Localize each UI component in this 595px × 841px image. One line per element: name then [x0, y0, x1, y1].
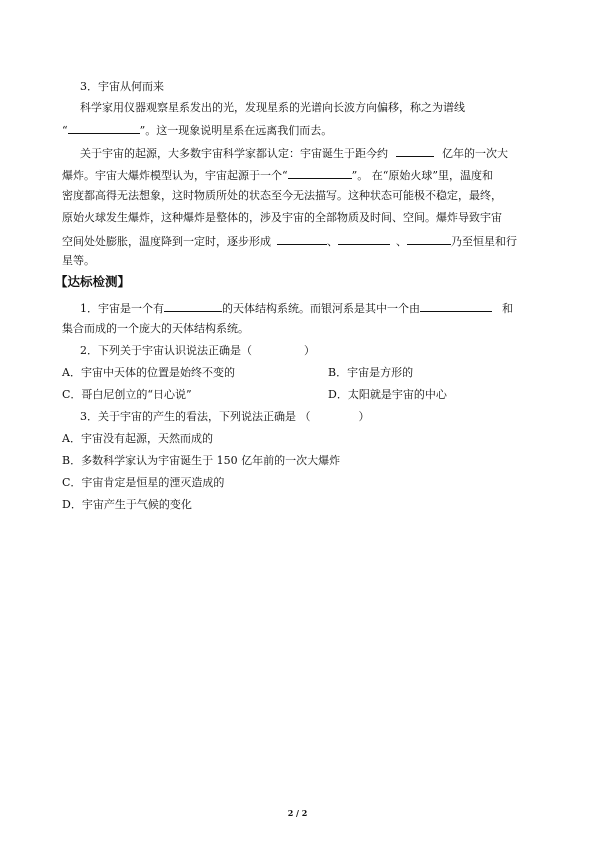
text: 乃至恒星和行 — [451, 235, 517, 248]
section-heading: 【达标检测】 — [55, 274, 131, 289]
text: 3．关于宇宙的产生的看法，下列说法正确是 （ — [80, 410, 311, 423]
text: 亿年的一次大 — [442, 147, 508, 160]
paragraph-line — [62, 122, 332, 138]
fill-blank[interactable] — [277, 233, 327, 245]
fill-blank[interactable] — [164, 300, 222, 312]
text: 爆炸。宇宙大爆炸模型认为，宇宙起源于一个“ — [62, 169, 288, 182]
fill-blank[interactable] — [338, 233, 390, 245]
fill-blank[interactable] — [420, 300, 492, 312]
option-b: B．多数科学家认为宇宙诞生于 150 亿年前的一次大爆炸 — [62, 454, 341, 467]
question-1 — [80, 300, 513, 316]
text: ”。这一现象说明星系在远离我们而去。 — [139, 124, 333, 137]
option-a: A．宇宙中天体的位置是始终不变的 — [62, 366, 235, 379]
fill-blank[interactable] — [407, 233, 451, 245]
option-b: B．宇宙是方形的 — [328, 366, 414, 379]
text: 、 — [327, 235, 338, 248]
text: ”。 在“原始火球”里，温度和 — [351, 169, 493, 182]
fill-blank[interactable] — [396, 145, 434, 157]
option-d: D．宇宙产生于气候的变化 — [62, 498, 192, 511]
paragraph-line — [80, 145, 508, 161]
text: 、 — [396, 235, 407, 248]
section-title: 3．宇宙从何而来 — [80, 80, 164, 93]
paragraph-line: 星等。 — [62, 254, 95, 267]
fill-blank[interactable] — [288, 167, 352, 179]
question-2 — [80, 344, 315, 358]
paragraph-line: 密度都高得无法想象，这时物质所处的状态至今无法描写。这种状态可能极不稳定，最终， — [62, 189, 502, 202]
option-c: C．哥白尼创立的“日心说” — [62, 388, 192, 401]
text: “ — [62, 124, 68, 137]
question-3 — [80, 410, 370, 424]
text: ） — [304, 344, 315, 357]
paragraph-line — [62, 233, 517, 249]
text: 和 — [502, 302, 513, 315]
text: 空间处处膨胀，温度降到一定时，逐步形成 — [62, 235, 271, 248]
option-c: C．宇宙肯定是恒星的湮灭造成的 — [62, 476, 225, 489]
question-1-line-2: 集合而成的一个庞大的天体结构系统。 — [62, 322, 249, 335]
text: ） — [358, 410, 370, 423]
fill-blank[interactable] — [68, 122, 140, 134]
paragraph-line — [62, 167, 493, 183]
option-a: A．宇宙没有起源，天然而成的 — [62, 432, 213, 445]
paragraph-line: 原始火球发生爆炸，这种爆炸是整体的，涉及宇宙的全部物质及时间、空间。爆炸导致宇宙 — [62, 211, 502, 224]
text: 1．宇宙是一个有 — [80, 302, 164, 315]
text: 关于宇宙的起源，大多数宇宙科学家都认定：宇宙诞生于距今约 — [80, 147, 388, 160]
option-d: D．太阳就是宇宙的中心 — [328, 388, 447, 401]
text: 2．下列关于宇宙认识说法正确是（ — [80, 344, 252, 357]
text: 的天体结构系统。而银河系是其中一个由 — [222, 302, 420, 315]
paragraph-line: 科学家用仪器观察星系发出的光，发现星系的光谱向长波方向偏移，称之为谱线 — [80, 101, 465, 114]
page-number: 2 / 2 — [287, 808, 308, 818]
